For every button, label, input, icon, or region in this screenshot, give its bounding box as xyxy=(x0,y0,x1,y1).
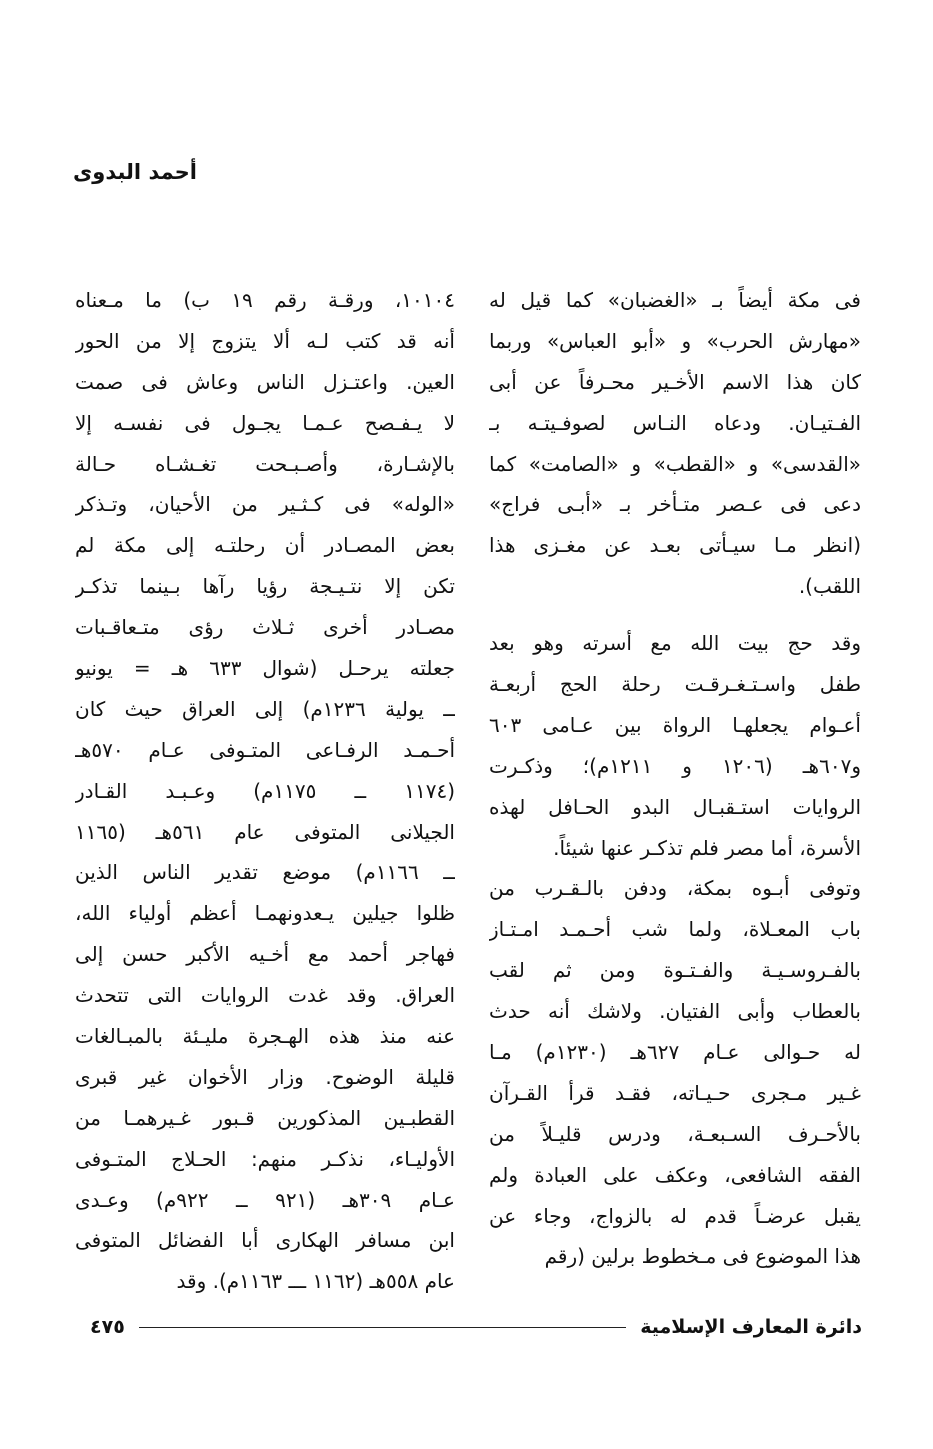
text-line: بالفـروسـيـة والفـتـوة ومن ثم لقب xyxy=(489,958,861,983)
text-line: الفقه الشافعى، وعكف على العبادة ولم xyxy=(489,1162,861,1187)
text-line: أحـمـد الرفـاعى المتـوفى عـام ٥٧٠هـ xyxy=(75,737,455,762)
text-line: كان هذا الاسم الأخـير محـرفاً عن أبى xyxy=(489,369,861,394)
text-line: دعى فى عـصر متـأخر بـ «أبـى فراج» xyxy=(489,492,861,517)
text-line: مصـادر أخرى ثـلاث رؤى متـعاقـبات xyxy=(75,615,455,640)
text-line: بعض المصـادر أن رحلتـه إلى مكة لم xyxy=(75,533,455,558)
text-line: «القدسى» و «القطب» و «الصامت» كما xyxy=(489,451,861,476)
text-line: فى مكة أيضاً بـ «الغضبان» كما قيل له xyxy=(489,288,861,312)
text-line: (انظر مـا سيـأتى بعـد عن مغـزى هذا xyxy=(489,533,861,558)
text-line: (١١٧٤ ــ ١١٧٥م) وعـبـد القـادر xyxy=(75,778,455,803)
text-line: لا يـفـصح عـمـا يجـول فى نفسـه إلا xyxy=(75,410,455,435)
text-line: وقد حج بيت الله مع أسرته وهو بعد xyxy=(489,631,861,656)
page-footer xyxy=(90,1312,862,1342)
right-column xyxy=(489,280,861,1277)
text-line: اللقب). xyxy=(798,574,861,599)
text-line: وتوفى أبـوه بمكة، ودفن بالـقـرب من xyxy=(489,876,861,901)
text-line: عـام ٣٠٩هـ (٩٢١ ــ ٩٢٢م) وعـدى xyxy=(75,1187,455,1212)
text-line: عام ٥٥٨هـ (١١٦٢ ـــ ١١٦٣م). وقد xyxy=(176,1269,455,1294)
publication-title: دائرة المعارف الإسلامية xyxy=(640,1316,862,1338)
text-line: له حـوالى عـام ٦٢٧هـ (١٢٣٠م) مـا xyxy=(489,1040,861,1065)
text-line: «الوله» فى كـثـير من الأحيان، وتـذكر xyxy=(75,492,455,517)
text-line: بالعطاب وأبى الفتيان. ولاشك أنه حدث xyxy=(489,999,861,1024)
text-line: فهاجر أحمد مع أخـيه الأكبر حسن إلى xyxy=(75,942,455,967)
text-line: بالأحـرف السـبعـة، ودرس قليـلاً من xyxy=(489,1121,861,1146)
text-line: ابن مسافر الهكارى أبا الفضائل المتوفى xyxy=(75,1228,455,1253)
text-line: ــ ١١٦٦م) موضع تقدير الناس الذين xyxy=(75,860,455,885)
text-line: ــ يولية ١٢٣٦م) إلى العراق حيث كان xyxy=(75,696,455,721)
text-line: ١٠١٠٤، ورقـة رقم ١٩ ب) ما مـعناه xyxy=(75,288,455,312)
text-line: غـير مـجرى حـيـاته، فقـد قرأ القـرآن xyxy=(489,1080,861,1105)
text-line: هذا الموضوع فى مـخطوط برلين (رقم xyxy=(544,1244,861,1269)
text-line: العين. واعتـزل الناس وعاش فى صمت xyxy=(75,369,455,394)
text-line: جعلته يرحـل (شوال ٦٣٣ هـ = يونيو xyxy=(75,656,455,681)
text-line: الروايات استـقبـال البدو الحـافل لهذه xyxy=(489,794,861,819)
page-title: أحمد البدوى xyxy=(73,160,197,184)
text-line: طفل واسـتـغـرقـت رحلة الحج أربعـة xyxy=(489,672,861,697)
text-line: ظلوا جيلين يـعدونهمـا أعظم أولياء الله، xyxy=(75,901,455,926)
text-line: يقبل عرضـاً قدم له بالزواج، وجاء عن xyxy=(489,1203,861,1228)
left-column xyxy=(75,280,455,1302)
footer-rule xyxy=(139,1327,626,1328)
text-line: العراق. وقد غدت الروايات التى تتحدث xyxy=(75,983,455,1008)
text-line: أعـوام يجعلهـا الرواة بين عـامى ٦٠٣ xyxy=(489,712,861,737)
text-line: «مهارش الحرب» و «أبو العباس» وربما xyxy=(489,328,861,353)
text-line: بالإشـارة، وأصـبـحت تغـشـاه حـالة xyxy=(75,451,455,476)
text-line: الأسرة، أما مصر فلم تذكـر عنها شيئاً. xyxy=(553,835,861,860)
text-line: الفـتيـان. ودعاه النـاس لصوفـيتـه بـ xyxy=(489,410,861,435)
text-line: الجيلانى المتوفى عام ٥٦١هـ (١١٦٥ xyxy=(75,819,455,844)
text-line: تكن إلا نتـيـجة رؤيا رآها بـينما تذكـر xyxy=(75,574,455,599)
text-line: الأوليـاء، نذكـر منهم: الحـلاج المتـوفى xyxy=(75,1146,455,1171)
page-number: ٤٧٥ xyxy=(90,1316,125,1338)
text-line: القطبـين المذكورين قـبور غـيرهمـا من xyxy=(75,1105,455,1130)
text-line: باب المعـلاة، ولما شب أحـمـد امـتـاز xyxy=(489,917,861,942)
text-line: و٦٠٧هـ (١٢٠٦ و ١٢١١م)؛ وذكـرت xyxy=(489,753,861,778)
text-line: أنه قد كتب لـه ألا يتزوج إلا من الحور xyxy=(75,328,455,353)
text-line: عنه منذ هذه الهـجرة مليـئة بالمبـالغات xyxy=(75,1024,455,1049)
text-line: قليلة الوضوح. وزار الأخوان غير قبرى xyxy=(75,1064,455,1089)
